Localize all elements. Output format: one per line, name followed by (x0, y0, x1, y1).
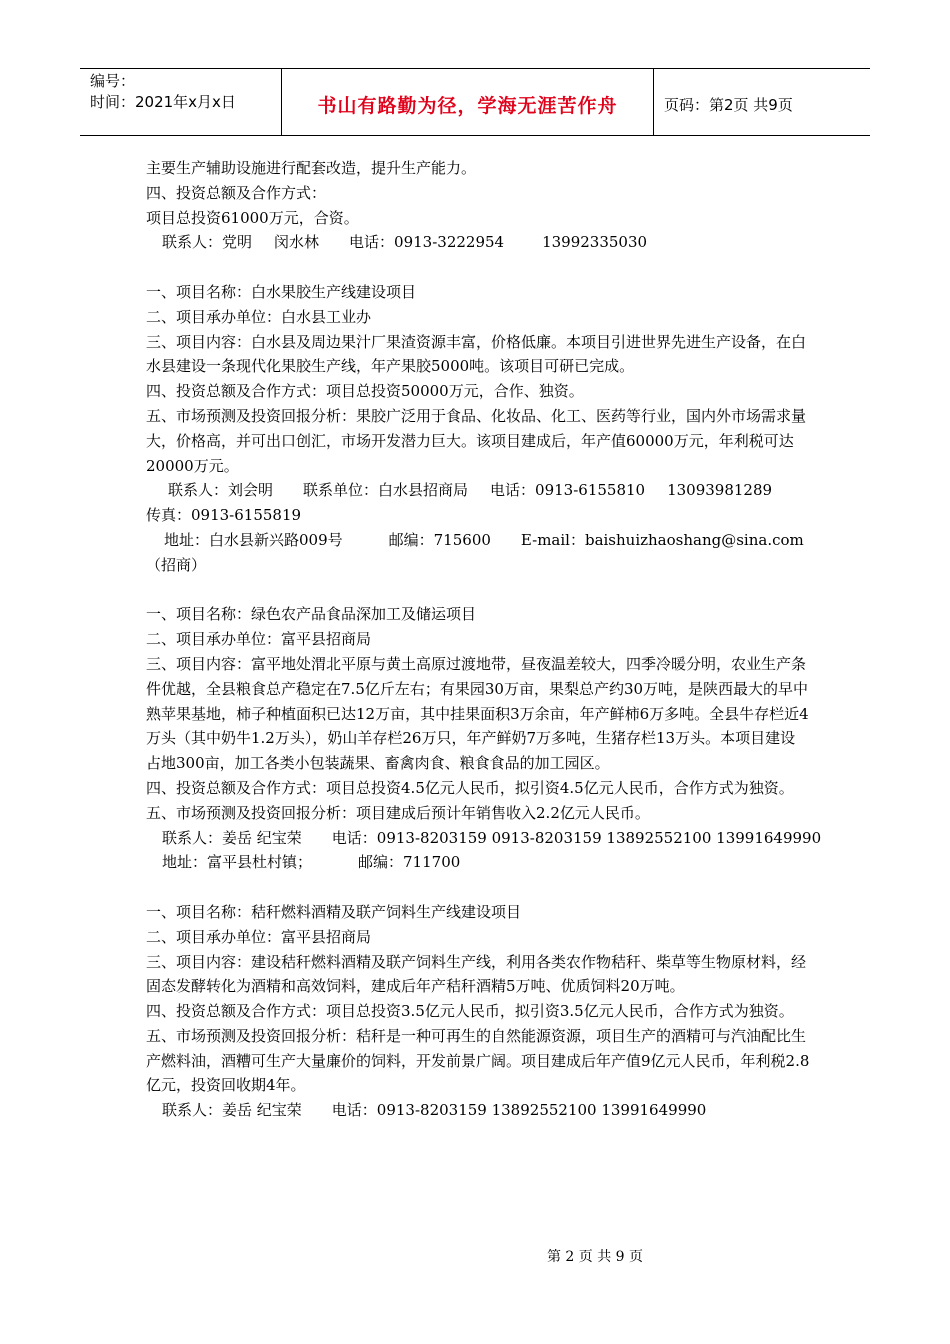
project-unit: 二、项目承办单位：富平县招商局 (146, 927, 372, 946)
code-label: 编号： (90, 72, 136, 90)
time-label: 时间：2021年x月x日 (90, 93, 236, 111)
project-name: 一、项目名称：绿色农产品食品深加工及储运项目 (146, 605, 477, 624)
project-market: 五、市场预测及投资回报分析：秸秆是一种可再生的自然能源资源，项目生产的酒精可与汽油配比生产燃料油，酒糟可生产大量廉价的饲料，开发前景广阔。项目建成后年产值9亿元人民币，年利税2.8亿元，投资回收期4年。 (146, 1026, 810, 1095)
project-name: 一、项目名称：秸秆燃料酒精及联产饲料生产线建设项目 (146, 902, 522, 921)
page-header (80, 68, 870, 136)
project-name: 一、项目名称：白水果胶生产线建设项目 (146, 282, 417, 301)
fax-line: 传真：0913-6155819 (146, 506, 302, 525)
address-line: 地址：白水县新兴路009号 邮编：715600 E-mail：baishuizhaoshang@sina.com (164, 530, 804, 549)
text-line: 四、投资总额及合作方式： (146, 183, 327, 202)
project-content: 三、项目内容：白水县及周边果汁厂果渣资源丰富，价格低廉。本项目引进世界先进生产设备，在白水县建设一条现代化果胶生产线，年产果胶5000吨。该项目可研已完成。 (146, 332, 807, 376)
project-investment: 四、投资总额及合作方式：项目总投资3.5亿元人民币，拟引资3.5亿元人民币，合作方式为独资。 (146, 1002, 794, 1021)
document-body (146, 156, 822, 1123)
project-market: 五、市场预测及投资回报分析：果胶广泛用于食品、化妆品、化工、医药等行业，国内外市场需求量大，价格高，并可出口创汇，市场开发潜力巨大。该项目建成后，年产值60000万元，年利税可达20000万元。 (146, 406, 807, 475)
project-unit: 二、项目承办单位：白水县工业办 (146, 307, 372, 326)
project-market: 五、市场预测及投资回报分析：项目建成后预计年销售收入2.2亿元人民币。 (146, 803, 650, 822)
contact-line: 联系人：党明 闵水林 电话：0913-3222954 13992335030 (162, 233, 648, 252)
text-line: 主要生产辅助设施进行配套改造，提升生产能力。 (146, 159, 477, 177)
header-page-label: 页码：第2页 共9页 (664, 95, 793, 114)
project-content: 三、项目内容：富平地处渭北平原与黄土高原过渡地带，昼夜温差较大，四季冷暖分明，农业生产条件优越，全县粮食总产稳定在7.5亿斤左右；有果园30万亩，果梨总产约30万吨，是陕西最大的早中熟苹果基地，柿子种植面积已达12万亩，其中挂果面积3万余亩，年产鲜柿6万多吨。全县牛存栏近4万头（其中奶牛1.2万头），奶山羊存栏26万只，年产鲜奶7万多吨，生猪存栏13万头。本项目建设占地300亩，加工各类小包装蔬果、畜禽肉食、粮食食品的加工园区。 (146, 654, 809, 773)
project-content: 三、项目内容：建设秸秆燃料酒精及联产饲料生产线，利用各类农作物秸秆、柴草等生物原材料，经固态发酵转化为酒精和高效饲料，建成后年产秸秆酒精5万吨、优质饲料20万吨。 (146, 952, 807, 996)
contact-line: 联系人：刘会明 联系单位：白水县招商局 电话：0913-6155810 13093981289 (168, 481, 773, 500)
text-line: 项目总投资61000万元，合资。 (146, 208, 359, 227)
contact-line: 联系人：姜岳 纪宝荣 电话：0913-8203159 0913-8203159 13892552100 13991649990 (162, 828, 822, 847)
project-investment: 四、投资总额及合作方式：项目总投资4.5亿元人民币，拟引资4.5亿元人民币，合作方式为独资。 (146, 778, 794, 797)
header-motto: 书山有路勤为径，学海无涯苦作舟 (282, 69, 654, 135)
text-line: （招商） (146, 555, 207, 574)
contact-line: 联系人：姜岳 纪宝荣 电话：0913-8203159 13892552100 13991649990 (162, 1101, 707, 1120)
project-unit: 二、项目承办单位：富平县招商局 (146, 630, 372, 649)
header-meta (80, 69, 282, 135)
project-investment: 四、投资总额及合作方式：项目总投资50000万元，合作、独资。 (146, 382, 584, 401)
page-footer: 第 2 页 共 9 页 (546, 1249, 644, 1265)
address-line: 地址：富平县杜村镇； 邮编：711700 (162, 853, 461, 872)
